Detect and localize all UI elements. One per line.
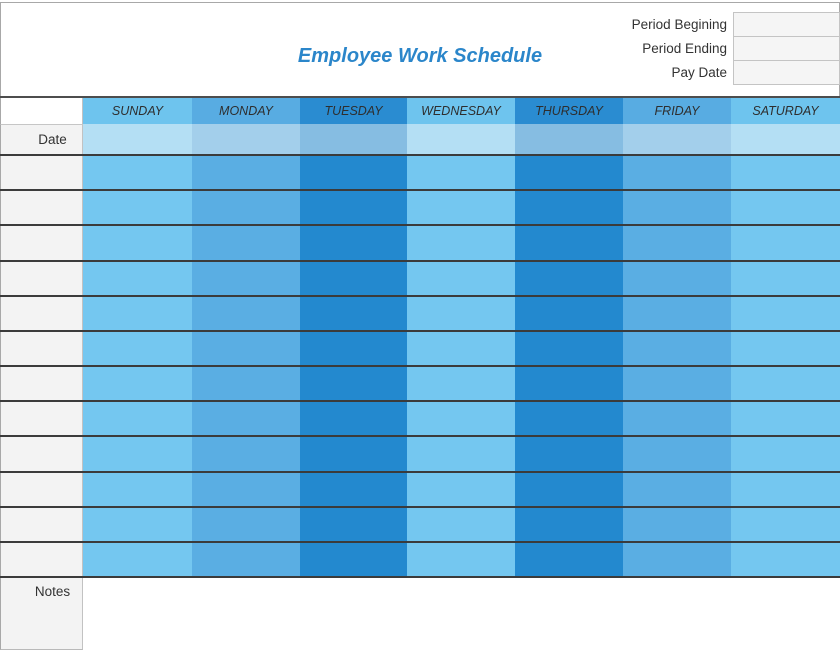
- period-beginning-field[interactable]: [733, 12, 840, 37]
- shift-cell-thursday[interactable]: [515, 543, 623, 576]
- shift-cell-monday[interactable]: [192, 367, 300, 400]
- schedule-row: [0, 541, 840, 576]
- shift-cell-wednesday[interactable]: [407, 402, 515, 435]
- schedule-table: [0, 96, 840, 650]
- shift-cell-sunday[interactable]: [83, 191, 192, 224]
- day-header-friday: FRIDAY: [623, 98, 731, 124]
- shift-cell-friday[interactable]: [623, 226, 731, 259]
- shift-cell-tuesday[interactable]: [300, 437, 407, 470]
- shift-cell-monday[interactable]: [192, 332, 300, 365]
- shift-cell-tuesday[interactable]: [300, 156, 407, 189]
- day-header-sunday: SUNDAY: [83, 98, 192, 124]
- date-row: [0, 124, 840, 154]
- day-header-thursday: THURSDAY: [515, 98, 623, 124]
- schedule-row: [0, 295, 840, 330]
- shift-cell-monday[interactable]: [192, 437, 300, 470]
- pay-date-field[interactable]: [733, 60, 840, 85]
- shift-cell-friday[interactable]: [623, 156, 731, 189]
- shift-cell-saturday[interactable]: [731, 437, 840, 470]
- shift-cell-monday[interactable]: [192, 508, 300, 541]
- row-label-cell[interactable]: [0, 437, 83, 470]
- shift-cell-monday[interactable]: [192, 156, 300, 189]
- row-label-cell[interactable]: [0, 226, 83, 259]
- shift-cell-thursday[interactable]: [515, 262, 623, 295]
- shift-cell-saturday[interactable]: [731, 262, 840, 295]
- shift-cell-monday[interactable]: [192, 543, 300, 576]
- notes-area[interactable]: [83, 578, 840, 650]
- shift-cell-tuesday[interactable]: [300, 226, 407, 259]
- row-label-cell[interactable]: [0, 297, 83, 330]
- schedule-row: [0, 471, 840, 506]
- shift-cell-thursday[interactable]: [515, 226, 623, 259]
- shift-cell-saturday[interactable]: [731, 402, 840, 435]
- shift-cell-wednesday[interactable]: [407, 367, 515, 400]
- day-header-saturday: SATURDAY: [731, 98, 840, 124]
- shift-cell-sunday[interactable]: [83, 402, 192, 435]
- date-cell-friday[interactable]: [623, 124, 731, 154]
- shift-cell-sunday[interactable]: [83, 473, 192, 506]
- shift-cell-wednesday[interactable]: [407, 473, 515, 506]
- shift-cell-monday[interactable]: [192, 297, 300, 330]
- shift-cell-thursday[interactable]: [515, 156, 623, 189]
- date-cell-saturday[interactable]: [731, 124, 840, 154]
- shift-cell-thursday[interactable]: [515, 473, 623, 506]
- notes-row: [0, 576, 840, 650]
- shift-cell-tuesday[interactable]: [300, 367, 407, 400]
- row-label-cell[interactable]: [0, 367, 83, 400]
- shift-cell-tuesday[interactable]: [300, 402, 407, 435]
- notes-label: Notes: [0, 578, 83, 650]
- date-cell-wednesday[interactable]: [407, 124, 515, 154]
- shift-cell-saturday[interactable]: [731, 191, 840, 224]
- shift-cell-wednesday[interactable]: [407, 226, 515, 259]
- shift-cell-tuesday[interactable]: [300, 332, 407, 365]
- shift-cell-wednesday[interactable]: [407, 508, 515, 541]
- shift-cell-thursday[interactable]: [515, 191, 623, 224]
- schedule-row: [0, 506, 840, 541]
- shift-cell-sunday[interactable]: [83, 543, 192, 576]
- row-label-cell[interactable]: [0, 543, 83, 576]
- row-label-cell[interactable]: [0, 508, 83, 541]
- shift-cell-monday[interactable]: [192, 191, 300, 224]
- shift-cell-wednesday[interactable]: [407, 543, 515, 576]
- schedule-row: [0, 189, 840, 224]
- row-label-cell[interactable]: [0, 332, 83, 365]
- schedule-row: [0, 330, 840, 365]
- shift-cell-tuesday[interactable]: [300, 473, 407, 506]
- shift-cell-wednesday[interactable]: [407, 191, 515, 224]
- shift-cell-saturday[interactable]: [731, 367, 840, 400]
- date-cell-tuesday[interactable]: [300, 124, 407, 154]
- period-ending-label: Period Ending: [642, 41, 727, 56]
- shift-cell-thursday[interactable]: [515, 367, 623, 400]
- shift-cell-saturday[interactable]: [731, 332, 840, 365]
- shift-cell-tuesday[interactable]: [300, 297, 407, 330]
- row-label-cell[interactable]: [0, 191, 83, 224]
- shift-cell-monday[interactable]: [192, 473, 300, 506]
- shift-cell-thursday[interactable]: [515, 437, 623, 470]
- shift-cell-saturday[interactable]: [731, 473, 840, 506]
- shift-cell-saturday[interactable]: [731, 156, 840, 189]
- shift-cell-friday[interactable]: [623, 332, 731, 365]
- schedule-row: [0, 400, 840, 435]
- row-label-header-cell: [0, 98, 83, 124]
- shift-cell-saturday[interactable]: [731, 226, 840, 259]
- shift-cell-friday[interactable]: [623, 543, 731, 576]
- shift-cell-thursday[interactable]: [515, 402, 623, 435]
- shift-cell-tuesday[interactable]: [300, 543, 407, 576]
- row-label-cell[interactable]: [0, 156, 83, 189]
- shift-cell-monday[interactable]: [192, 262, 300, 295]
- schedule-row: [0, 435, 840, 470]
- day-header-monday: MONDAY: [192, 98, 300, 124]
- schedule-body: [0, 154, 840, 576]
- shift-cell-thursday[interactable]: [515, 332, 623, 365]
- shift-cell-friday[interactable]: [623, 262, 731, 295]
- date-cell-thursday[interactable]: [515, 124, 623, 154]
- date-cell-monday[interactable]: [192, 124, 300, 154]
- shift-cell-tuesday[interactable]: [300, 508, 407, 541]
- period-ending-field[interactable]: [733, 36, 840, 61]
- schedule-row: [0, 365, 840, 400]
- shift-cell-monday[interactable]: [192, 226, 300, 259]
- shift-cell-wednesday[interactable]: [407, 332, 515, 365]
- shift-cell-tuesday[interactable]: [300, 262, 407, 295]
- schedule-row: [0, 260, 840, 295]
- shift-cell-friday[interactable]: [623, 437, 731, 470]
- date-label: Date: [0, 124, 83, 154]
- shift-cell-wednesday[interactable]: [407, 156, 515, 189]
- shift-cell-sunday[interactable]: [83, 297, 192, 330]
- shift-cell-saturday[interactable]: [731, 508, 840, 541]
- shift-cell-tuesday[interactable]: [300, 191, 407, 224]
- row-label-cell[interactable]: [0, 262, 83, 295]
- shift-cell-sunday[interactable]: [83, 367, 192, 400]
- shift-cell-saturday[interactable]: [731, 543, 840, 576]
- pay-date-label: Pay Date: [671, 65, 727, 80]
- shift-cell-wednesday[interactable]: [407, 297, 515, 330]
- shift-cell-saturday[interactable]: [731, 297, 840, 330]
- day-header-tuesday: TUESDAY: [300, 98, 407, 124]
- shift-cell-sunday[interactable]: [83, 156, 192, 189]
- shift-cell-friday[interactable]: [623, 367, 731, 400]
- shift-cell-wednesday[interactable]: [407, 262, 515, 295]
- page-title: Employee Work Schedule: [297, 45, 543, 67]
- schedule-row: [0, 154, 840, 189]
- row-label-cell[interactable]: [0, 402, 83, 435]
- shift-cell-wednesday[interactable]: [407, 437, 515, 470]
- day-header-row: [0, 96, 840, 124]
- shift-cell-monday[interactable]: [192, 402, 300, 435]
- shift-cell-friday[interactable]: [623, 297, 731, 330]
- shift-cell-friday[interactable]: [623, 402, 731, 435]
- shift-cell-friday[interactable]: [623, 473, 731, 506]
- period-beginning-label: Period Begining: [631, 17, 727, 32]
- shift-cell-sunday[interactable]: [83, 332, 192, 365]
- shift-cell-sunday[interactable]: [83, 226, 192, 259]
- shift-cell-thursday[interactable]: [515, 508, 623, 541]
- schedule-row: [0, 224, 840, 259]
- shift-cell-thursday[interactable]: [515, 297, 623, 330]
- date-cell-sunday[interactable]: [83, 124, 192, 154]
- day-header-wednesday: WEDNESDAY: [407, 98, 515, 124]
- shift-cell-sunday[interactable]: [83, 437, 192, 470]
- row-label-cell[interactable]: [0, 473, 83, 506]
- shift-cell-sunday[interactable]: [83, 508, 192, 541]
- shift-cell-friday[interactable]: [623, 191, 731, 224]
- shift-cell-friday[interactable]: [623, 508, 731, 541]
- shift-cell-sunday[interactable]: [83, 262, 192, 295]
